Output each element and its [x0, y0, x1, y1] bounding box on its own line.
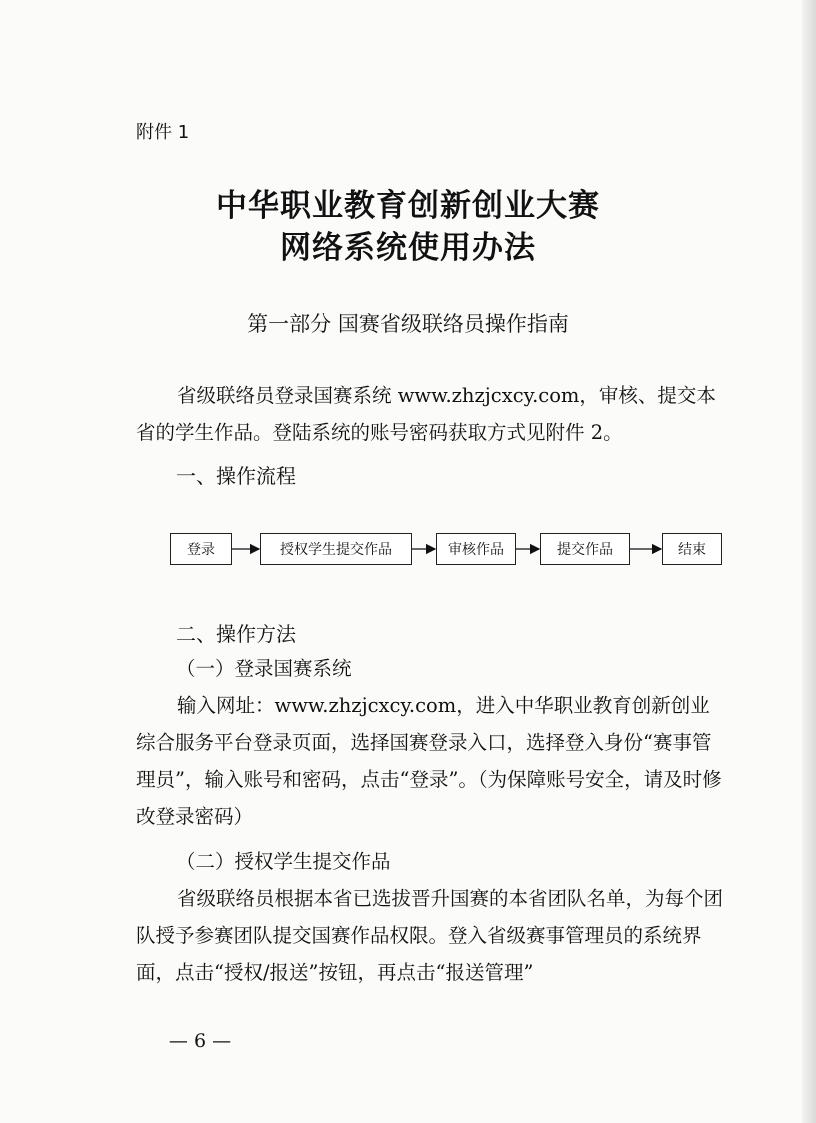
flow-step-authorize: 授权学生提交作品: [260, 533, 412, 565]
subsection-heading-authorize: （二）授权学生提交作品: [176, 850, 391, 873]
subsection-heading-login: （一）登录国赛系统: [176, 657, 352, 680]
login-paragraph: 输入网址：www.zhzjcxcy.com，进入中华职业教育创新创业综合服务平台登录页面，选择国赛登录入口，选择登入身份“赛事管理员”，输入账号和密码，点击“登录”。（为保障账号安全，请及时修改登录密码）: [136, 694, 722, 828]
flow-step-submit: 提交作品: [540, 533, 630, 565]
page-number: — 6 —: [168, 1030, 232, 1052]
part-title: 第一部分 国赛省级联络员操作指南: [247, 312, 569, 336]
flow-step-login: 登录: [170, 533, 232, 565]
section-heading-process: 一、操作流程: [176, 464, 296, 488]
section-heading-method: 二、操作方法: [176, 622, 296, 646]
flow-step-review: 审核作品: [436, 533, 516, 565]
attachment-label: 附件 1: [136, 122, 190, 143]
document-title-line1: 中华职业教育创新创业大赛: [216, 188, 600, 224]
authorize-paragraph: 省级联络员根据本省已选拔晋升国赛的本省团队名单，为每个团队授予参赛团队提交国赛作品权限。登入省级赛事管理员的系统界面，点击“授权/报送”按钮，再点击“报送管理”: [136, 887, 724, 984]
flow-step-end: 结束: [662, 533, 722, 565]
intro-paragraph: 省级联络员登录国赛系统 www.zhzjcxcy.com，审核、提交本省的学生作品。登陆系统的账号密码获取方式见附件 2。: [136, 384, 716, 444]
document-title-line2: 网络系统使用办法: [280, 230, 536, 266]
